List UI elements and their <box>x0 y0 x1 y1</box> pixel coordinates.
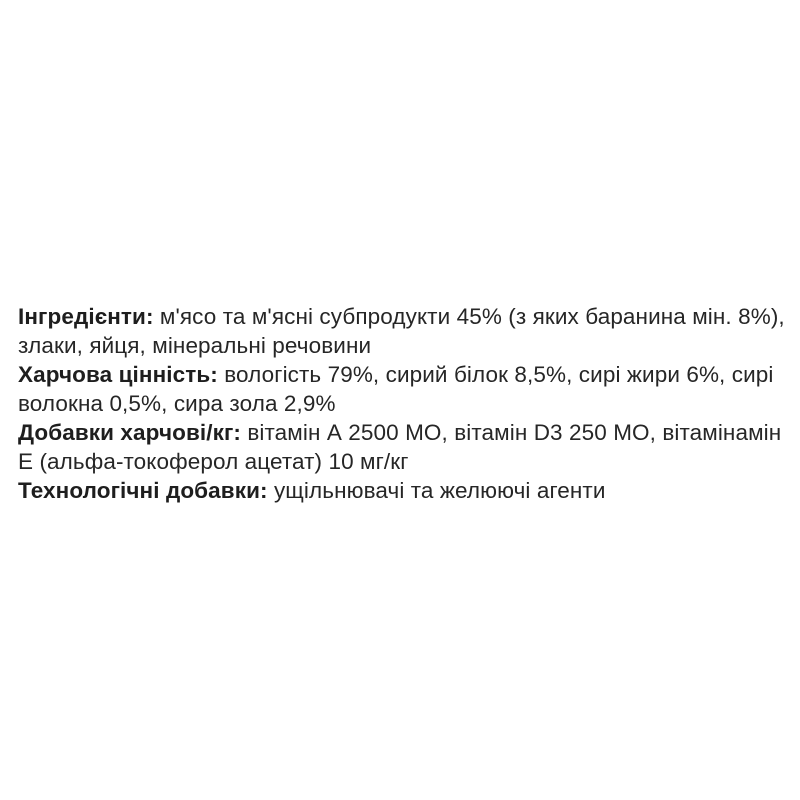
additives-label: Добавки харчові/кг: <box>18 420 242 445</box>
tech-additives-text: ущільнювачі та желюючі агенти <box>267 478 606 503</box>
ingredients-label: Інгредієнти: <box>18 304 154 329</box>
ingredients-text: м'ясо та м'ясні субпродукти 45% (з яких баранина мін. 8%), злаки, яйця, мінеральні речовини <box>18 304 785 358</box>
nutrition-text: вологість 79%, сирий білок 8,5%, сирі жири 6%, сирі волокна 0,5%, сира зола 2,9% <box>18 362 774 416</box>
nutrition-line <box>18 360 788 418</box>
additives-line <box>18 418 788 476</box>
tech-additives-line <box>18 476 788 505</box>
additives-text: вітамін А 2500 МО, вітамін D3 250 МО, вітамінамін Е (альфа-токоферол ацетат) 10 мг/кг <box>18 420 782 474</box>
nutrition-label: Харчова цінність: <box>18 362 218 387</box>
composition-text-block <box>18 302 788 505</box>
tech-additives-label: Технологічні добавки: <box>18 478 268 503</box>
ingredients-line <box>18 302 788 360</box>
